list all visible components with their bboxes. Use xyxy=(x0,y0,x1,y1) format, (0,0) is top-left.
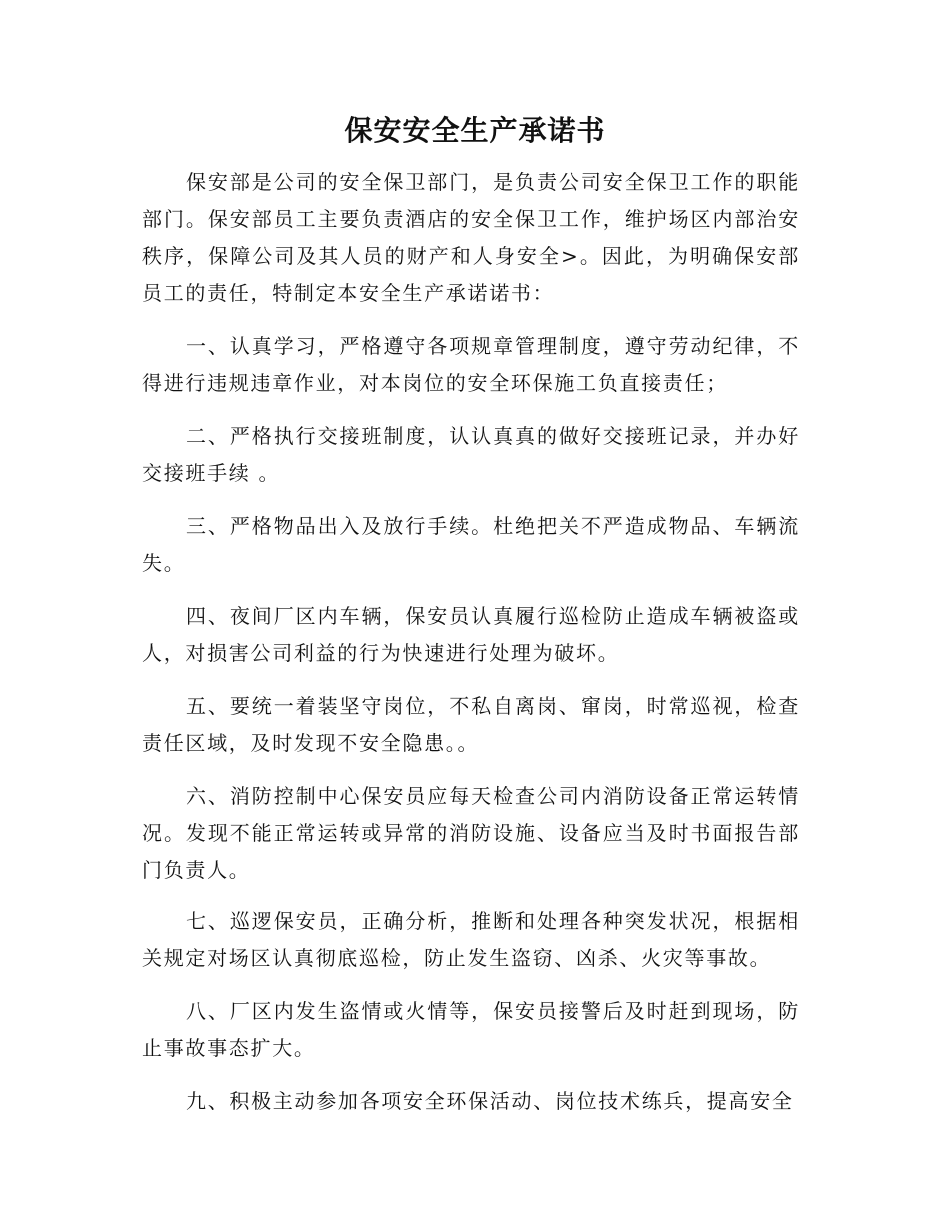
paragraph-item-4: 四、夜间厂区内车辆，保安员认真履行巡检防止造成车辆被盗或人，对损害公司利益的行为快速进行处理为破坏。 xyxy=(142,604,800,665)
paragraph-item-3: 三、严格物品出入及放行手续。杜绝把关不严造成物品、车辆流失。 xyxy=(142,514,800,575)
paragraph-item-7: 七、巡逻保安员，正确分析，推断和处理各种突发状况，根据相关规定对场区认真彻底巡检，防止发生盗窃、凶杀、火灾等事故。 xyxy=(142,909,800,970)
paragraph-item-9: 九、积极主动参加各项安全环保活动、岗位技术练兵，提高安全 xyxy=(186,1089,794,1113)
paragraph-item-1: 一、认真学习，严格遵守各项规章管理制度，遵守劳动纪律，不得进行违规违章作业，对本岗位的安全环保施工负直接责任； xyxy=(142,334,800,395)
paragraph-intro: 保安部是公司的安全保卫部门，是负责公司安全保卫工作的职能部门。保安部员工主要负责酒店的安全保卫工作，维护场区内部治安秩序，保障公司及其人员的财产和人身安全>。因此，为明确保安部员工的责任，特制定本安全生产承诺诺书： xyxy=(142,170,800,305)
paragraph-item-2: 二、严格执行交接班制度，认认真真的做好交接班记录，并办好交接班手续 。 xyxy=(142,424,800,485)
paragraph-item-6: 六、消防控制中心保安员应每天检查公司内消防设备正常运转情况。发现不能正常运转或异常的消防设施、设备应当及时书面报告部门负责人。 xyxy=(142,784,800,882)
document-title: 保安安全生产承诺书 xyxy=(344,114,606,147)
paragraph-item-5: 五、要统一着装坚守岗位，不私自离岗、窜岗，时常巡视，检查责任区域，及时发现不安全隐患。。 xyxy=(142,694,800,755)
paragraph-item-8: 八、厂区内发生盗情或火情等，保安员接警后及时赶到现场，防止事故事态扩大。 xyxy=(142,999,800,1060)
